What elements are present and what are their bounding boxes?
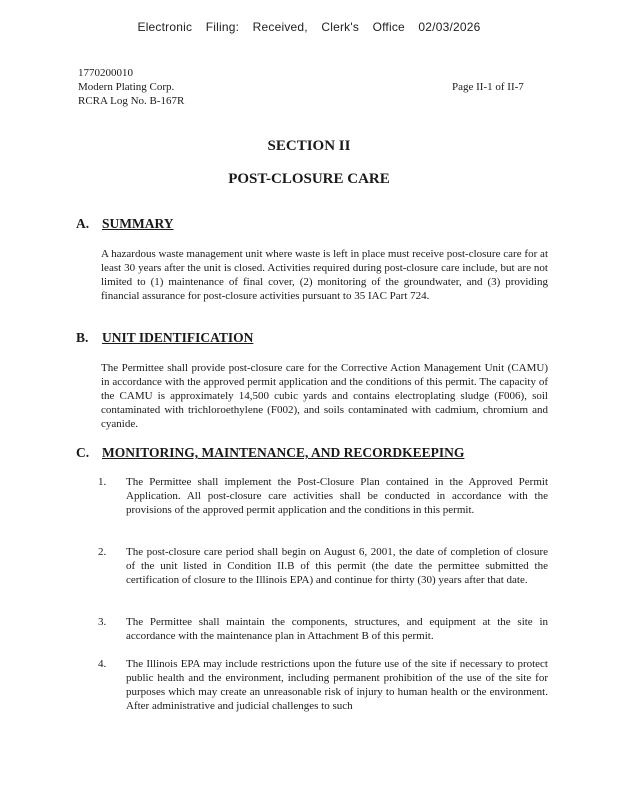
- section-c-heading: [76, 445, 464, 461]
- log-number: RCRA Log No. B-167R: [78, 95, 185, 107]
- section-letter: C.: [76, 445, 90, 460]
- item-number: 3.: [98, 616, 107, 628]
- document-header: [78, 66, 184, 108]
- section-b-body: The Permittee shall provide post-closure care for the Corrective Action Management Unit (CAMU) in accordance with the approved permit application and the conditions of this permit. The capacity of the CAMU is approximately 14,500 cubic yards and contains electroplating sludge (F006), soil contaminated with trichloroethylene (F002), and soils contaminated with cadmium, chromium and cyanide.: [101, 362, 548, 430]
- filing-stamp: Electronic Filing: Received, Clerk's Office 02/03/2026: [137, 20, 481, 34]
- section-title: SECTION II: [267, 138, 351, 154]
- section-label: SUMMARY: [102, 216, 174, 231]
- item-text: The Permittee shall maintain the components, structures, and equipment at the site in accordance with the maintenance plan in Attachment B of this permit.: [126, 616, 548, 642]
- id-number: 1770200010: [78, 67, 133, 79]
- section-b-heading: [76, 330, 253, 346]
- section-a-body: A hazardous waste management unit where waste is left in place must receive post-closure care for at least 30 years after the unit is closed. Activities required during post-closure care include, but are not limited to (1) maintenance of final cover, (2) monitoring of the groundwater, and (3) providing financial assurance for post-closure activities pursuant to 35 IAC Part 724.: [101, 248, 548, 302]
- list-item: [98, 657, 548, 713]
- section-a-heading: [76, 216, 174, 232]
- item-number: 4.: [98, 658, 107, 670]
- page-number: Page II-1 of II-7: [452, 81, 524, 93]
- list-item: [98, 475, 548, 517]
- list-item: [98, 545, 548, 587]
- section-subtitle: POST-CLOSURE CARE: [228, 171, 390, 187]
- list-item: [98, 615, 548, 643]
- section-letter: B.: [76, 330, 89, 345]
- section-label: UNIT IDENTIFICATION: [102, 330, 254, 345]
- item-text: The Illinois EPA may include restrictions upon the future use of the site if necessary to protect public health and the environment, including permanent prohibition of the use of the site for purposes which may create an unreasonable risk of injury to human health or the environment. After administrative and judicial challenges to such: [126, 658, 548, 712]
- company-name: Modern Plating Corp.: [78, 81, 175, 93]
- item-text: The post-closure care period shall begin on August 6, 2001, the date of completion of closure of the unit listed in Condition II.B of this permit (the date the permittee submitted the certification of closure to the Illinois EPA) and continue for thirty (30) years after that date.: [126, 546, 548, 586]
- item-number: 2.: [98, 546, 107, 558]
- section-label: MONITORING, MAINTENANCE, AND RECORDKEEPING: [102, 445, 465, 460]
- item-text: The Permittee shall implement the Post-Closure Plan contained in the Approved Permit Application. All post-closure care activities shall be conducted in accordance with the provisions of the approved permit application and the conditions in this permit.: [126, 476, 548, 516]
- section-letter: A.: [76, 216, 90, 231]
- item-number: 1.: [98, 476, 107, 488]
